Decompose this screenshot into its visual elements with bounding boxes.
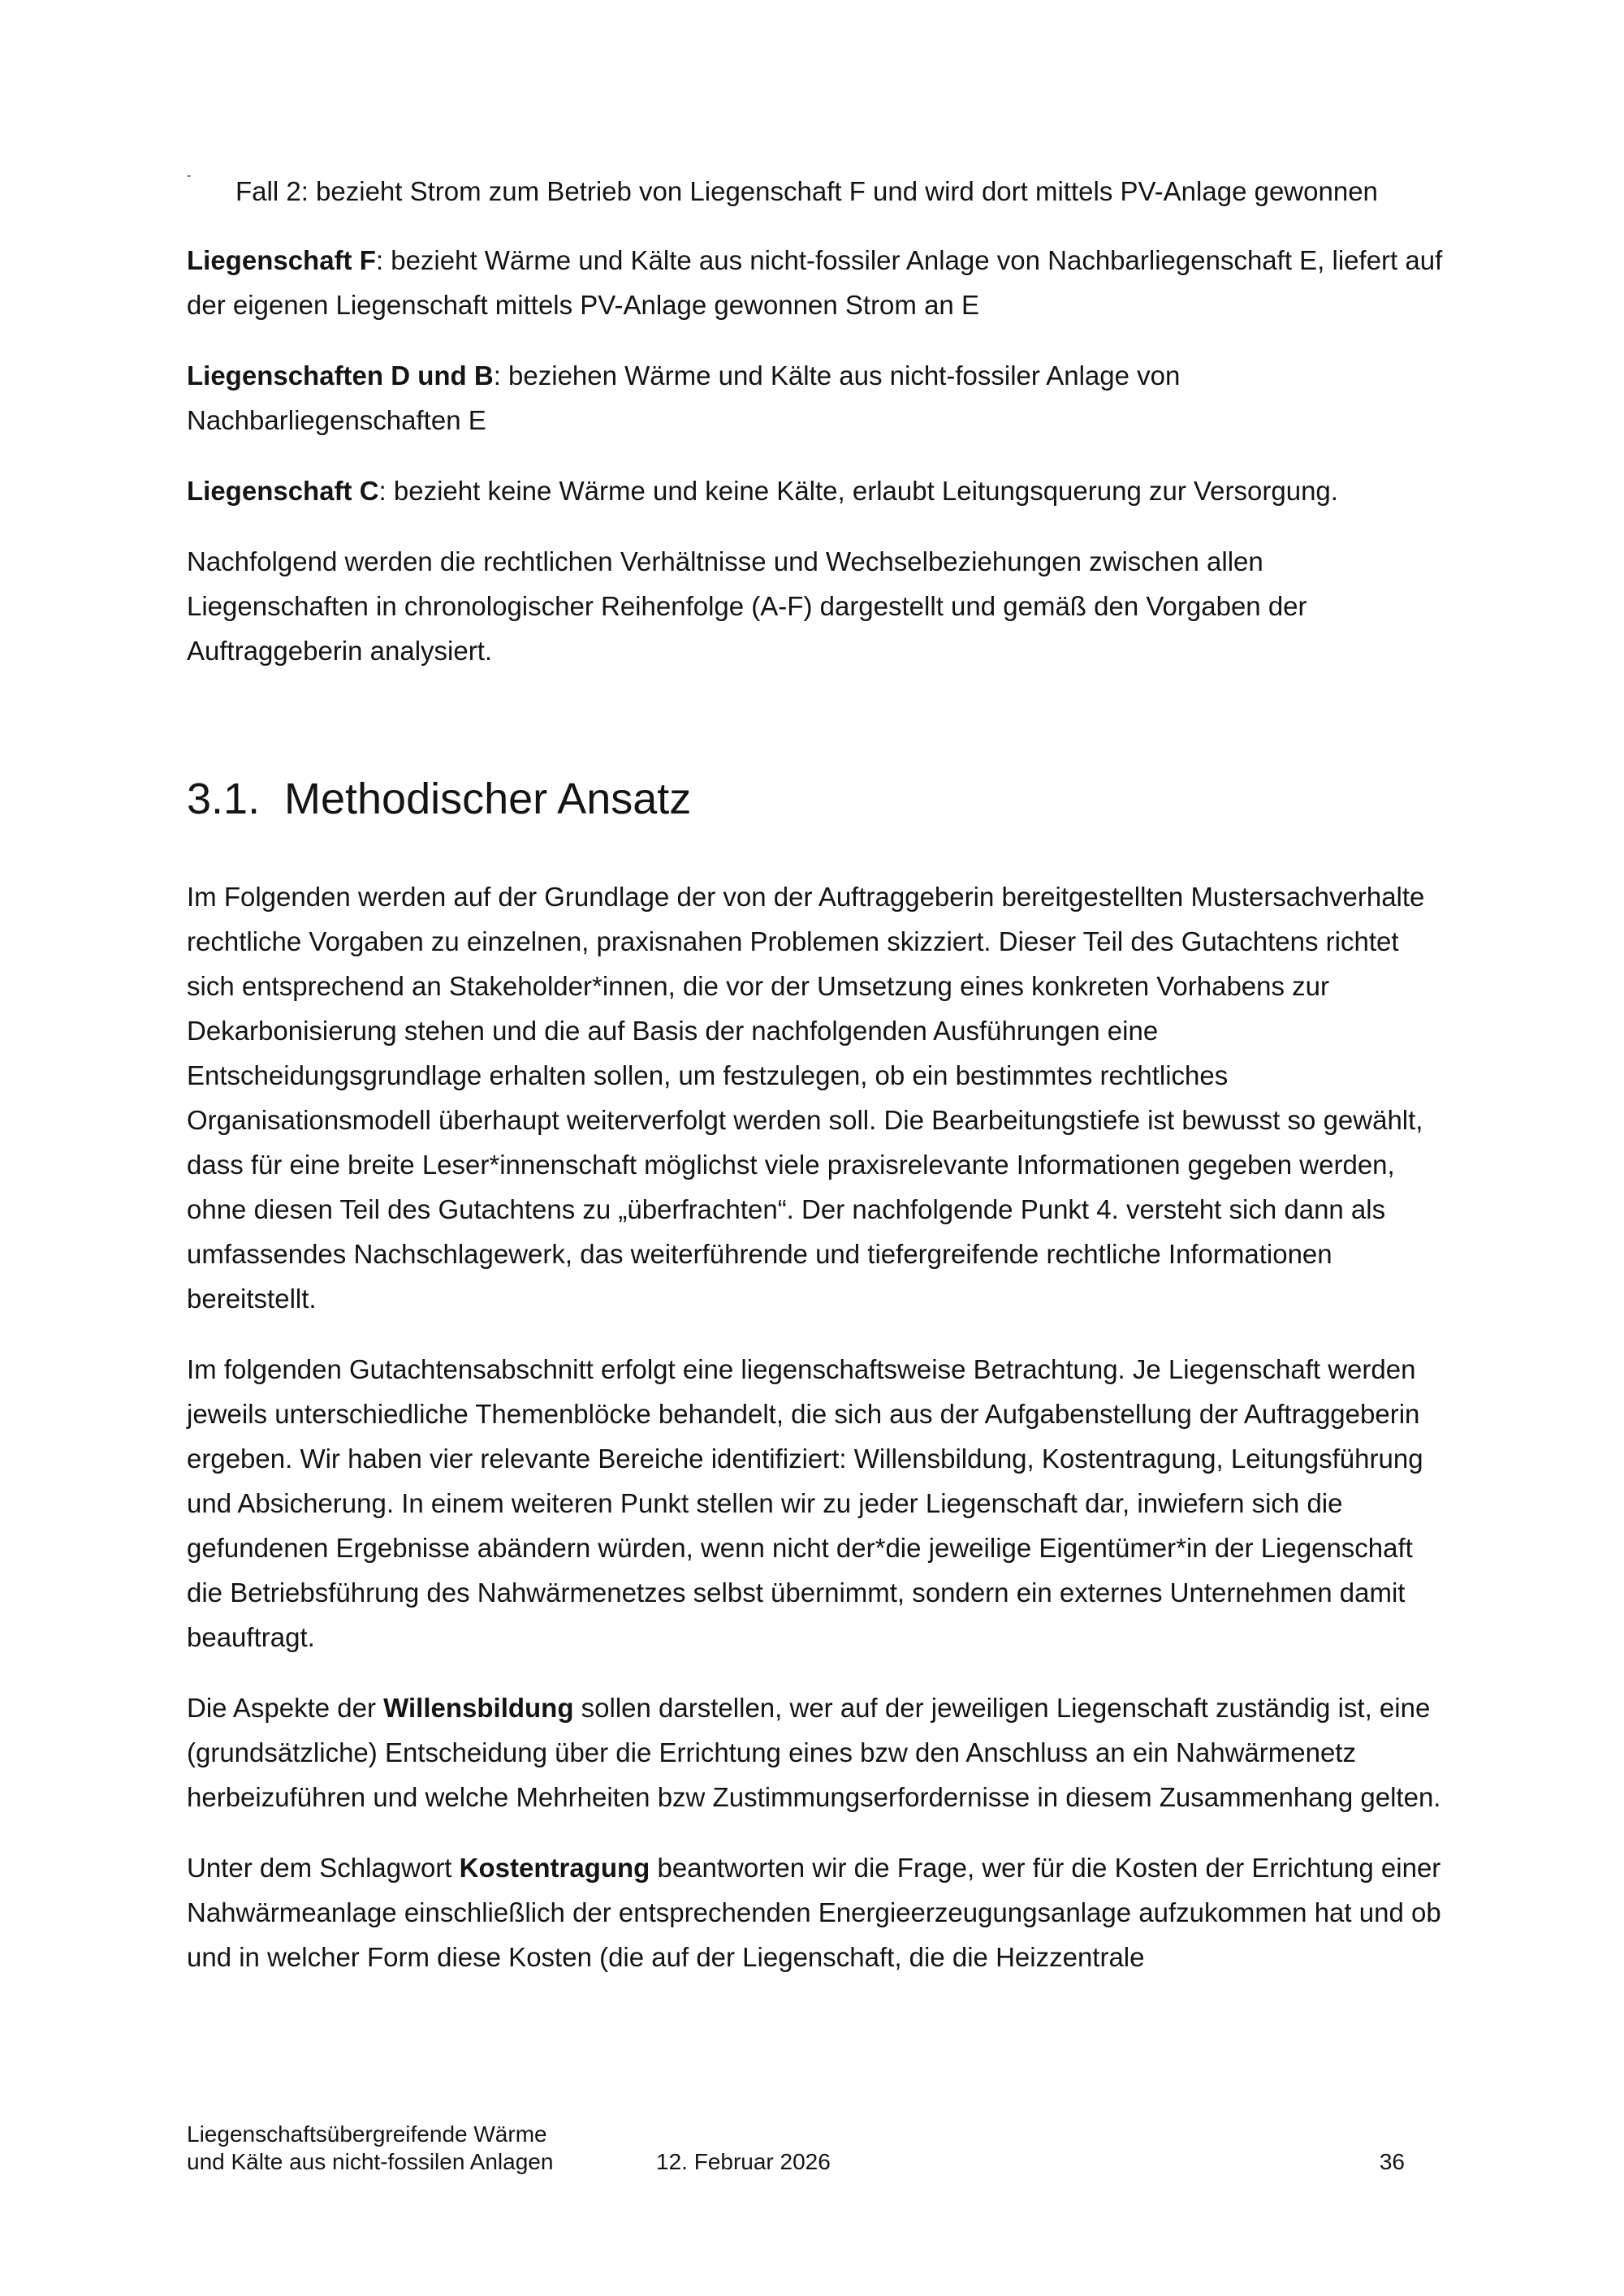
body-paragraph-kostentragung xyxy=(187,1845,1449,1979)
section-title: Methodischer Ansatz xyxy=(284,775,692,823)
footer-page-number: 36 xyxy=(1379,2149,1405,2174)
property-text: : beziehen Wärme und Kälte aus nicht-fossiler Anlage von Nachbarliegenschaften E xyxy=(187,360,1181,435)
keyword-kostentragung: Kostentragung xyxy=(459,1853,650,1883)
body-paragraph-willensbildung xyxy=(187,1685,1449,1819)
bullet-item xyxy=(187,169,1449,214)
property-label: Liegenschaften D und B xyxy=(187,360,494,391)
property-text: : bezieht keine Wärme und keine Kälte, erlaubt Leitungsquerung zur Versorgung. xyxy=(378,476,1338,506)
text-run: Die Aspekte der xyxy=(187,1693,384,1723)
section-heading xyxy=(187,770,1449,827)
property-label: Liegenschaft F xyxy=(187,245,376,275)
page-footer xyxy=(187,2121,1405,2177)
property-label: Liegenschaft C xyxy=(187,476,379,506)
footer-date: 12. Februar 2026 xyxy=(656,2149,831,2174)
property-description-d-b xyxy=(187,353,1449,442)
section-number: 3.1. xyxy=(187,775,261,823)
property-description-c xyxy=(187,468,1449,513)
bullet-dash: - xyxy=(187,169,192,183)
text-run: sollen darstellen, wer auf der jeweiligen Liegenschaft zuständig ist, eine (grundsätzliche) Entscheidung über die Errichtung eines bzw den Anschluss an ein Nahwärmenetz herbeizuführen und welche Mehrheiten bzw Zustimmungserfordernisse in diesem Zusammenhang gelten. xyxy=(187,1693,1441,1812)
keyword-willensbildung: Willensbildung xyxy=(383,1693,574,1723)
document-page xyxy=(187,169,1449,2005)
body-paragraph: Im folgenden Gutachtensabschnitt erfolgt eine liegenschaftsweise Betrachtung. Je Liegenschaft werden jeweils unterschiedliche Themenblöcke behandelt, die sich aus der Aufgabenstellung der Auftraggeberin ergeben. Wir haben vier relevante Bereiche identifiziert: Willensbildung, Kostentragung, Leitungsführung und Absicherung. In einem weiteren Punkt stellen wir zu jeder Liegenschaft dar, inwiefern sich die gefundenen Ergebnisse abändern würden, wenn nicht der*die jeweilige Eigentümer*in der Liegenschaft die Betriebsführung des Nahwärmenetzes selbst übernimmt, sondern ein externes Unternehmen damit beauftragt. xyxy=(187,1354,1423,1652)
footer-title-line: und Kälte aus nicht-fossilen Anlagen xyxy=(187,2149,554,2174)
intro-paragraph: Nachfolgend werden die rechtlichen Verhältnisse und Wechselbeziehungen zwischen allen Liegenschaften in chronologischer Reihenfolge (A-F) dargestellt und gemäß den Vorgaben der Auftraggeberin analysiert. xyxy=(187,546,1307,666)
footer-document-title xyxy=(187,2121,609,2176)
body-paragraph: Im Folgenden werden auf der Grundlage der von der Auftraggeberin bereitgestellten Mustersachverhalte rechtliche Vorgaben zu einzelnen, praxisnahen Problemen skizziert. Dieser Teil des Gutachtens richtet sich entsprechend an Stakeholder*innen, die vor der Umsetzung eines konkreten Vorhabens zur Dekarbonisierung stehen und die auf Basis der nachfolgenden Ausführungen eine Entscheidungsgrundlage erhalten sollen, um festzulegen, ob ein bestimmtes rechtliches Organisationsmodell überhaupt weiterverfolgt werden soll. Die Bearbeitungstiefe ist bewusst so gewählt, dass für eine breite Leser*innenschaft möglichst viele praxisrelevante Informationen gegeben werden, ohne diesen Teil des Gutachtens zu „überfrachten“. Der nachfolgende Punkt 4. versteht sich dann als umfassendes Nachschlagewerk, das weiterführende und tiefergreifende rechtliche Informationen bereitstellt. xyxy=(187,882,1425,1314)
text-run: Unter dem Schlagwort xyxy=(187,1853,460,1883)
property-text: : bezieht Wärme und Kälte aus nicht-fossiler Anlage von Nachbarliegenschaft E, liefert auf der eigenen Liegenschaft mittels PV-Anlage gewonnen Strom an E xyxy=(187,245,1443,320)
bullet-text: Fall 2: bezieht Strom zum Betrieb von Liegenschaft F und wird dort mittels PV-Anlage gewonnen xyxy=(235,176,1378,206)
footer-title-line: Liegenschaftsübergreifende Wärme xyxy=(187,2121,547,2147)
text-run: beantworten wir die Frage, wer für die Kosten der Errichtung einer Nahwärmeanlage einschließlich der entsprechenden Energieerzeugungsanlage aufzukommen hat und ob und in welcher Form diese Kosten (die auf der Liegenschaft, die die Heizzentrale xyxy=(187,1853,1441,1972)
property-description-f xyxy=(187,238,1449,327)
